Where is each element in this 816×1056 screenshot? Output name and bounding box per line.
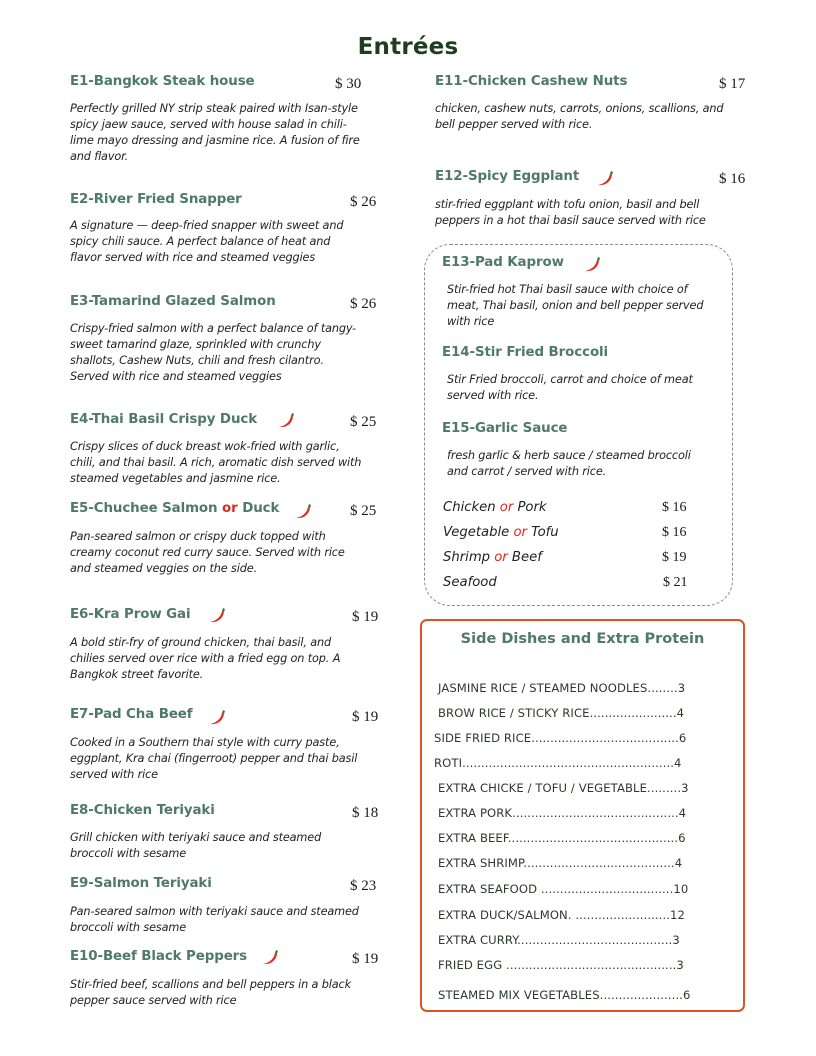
desc-line: Grill chicken with teriyaki sauce and steamed xyxy=(70,831,322,844)
menu-item-e5 xyxy=(70,501,382,581)
menu-item-e11 xyxy=(435,74,747,134)
desc-line: and carrot / served with rice. xyxy=(447,465,607,478)
side-item: ROTI........................................................4 xyxy=(434,756,682,770)
desc-line: broccoli with sesame xyxy=(70,921,187,934)
option-a: Vegetable xyxy=(443,525,514,540)
item-price: $ 19 xyxy=(352,709,379,725)
side-item: EXTRA SEAFOOD ...................................10 xyxy=(438,882,689,896)
desc-line: pepper sauce served with rice xyxy=(70,994,237,1007)
side-item: BROW RICE / STICKY RICE.......................4 xyxy=(438,706,685,720)
menu-item-e3 xyxy=(70,294,382,389)
item-name: E11-Chicken Cashew Nuts xyxy=(435,74,628,89)
item-price: $ 16 xyxy=(719,171,746,187)
item-name: E1-Bangkok Steak house xyxy=(70,74,255,89)
desc-line: chili, and thai basil. A rich, aromatic dish served with xyxy=(70,456,362,469)
item-description xyxy=(447,282,703,330)
item-description xyxy=(435,197,706,229)
item-description xyxy=(70,439,361,487)
side-item: SIDE FRIED RICE.......................................6 xyxy=(434,731,687,745)
desc-line: spicy jaew sauce, served with house salad in chili- xyxy=(70,118,347,131)
item-name: E3-Tamarind Glazed Salmon xyxy=(70,294,276,309)
desc-line: spicy chili sauce. A perfect balance of heat and xyxy=(70,235,331,248)
side-item: JASMINE RICE / STEAMED NOODLES........3 xyxy=(438,681,686,695)
desc-line: A bold stir-fry of ground chicken, thai basil, and xyxy=(70,636,332,649)
menu-item-e10 xyxy=(70,949,382,1009)
option-price: $ 21 xyxy=(663,575,688,590)
desc-line: Stir Fried broccoli, carrot and choice of meat xyxy=(447,373,693,386)
side-item: EXTRA CURRY.........................................3 xyxy=(438,933,680,947)
option-chicken-pork xyxy=(443,500,547,515)
chili-pepper-icon xyxy=(207,606,227,624)
menu-item-e6 xyxy=(70,607,382,687)
side-item: EXTRA SHRIMP........................................4 xyxy=(438,856,683,870)
name-part: E5-Chuchee Salmon xyxy=(70,501,223,516)
item-name: E7-Pad Cha Beef xyxy=(70,707,193,722)
desc-line: flavor served with rice and steamed veggies xyxy=(70,251,316,264)
option-or: or xyxy=(499,500,514,515)
choice-of-meat-box xyxy=(424,244,733,606)
option-shrimp-beef xyxy=(443,550,542,565)
desc-line: served with rice. xyxy=(447,389,539,402)
item-price: $ 17 xyxy=(719,76,746,92)
chili-pepper-icon xyxy=(207,708,227,726)
item-price: $ 30 xyxy=(335,76,362,92)
menu-item-e2 xyxy=(70,192,382,272)
item-name: E2-River Fried Snapper xyxy=(70,192,242,207)
option-a: Shrimp xyxy=(443,550,495,565)
desc-line: Cooked in a Southern thai style with curry paste, xyxy=(70,736,340,749)
side-dishes-box xyxy=(420,619,745,1012)
item-name: E6-Kra Prow Gai xyxy=(70,607,191,622)
desc-line: Bangkok street favorite. xyxy=(70,668,204,681)
option-a: Chicken xyxy=(443,500,500,515)
side-item: EXTRA DUCK/SALMON. .........................12 xyxy=(438,908,685,922)
item-description xyxy=(70,218,343,266)
item-price: $ 26 xyxy=(350,194,377,210)
option-b: Beef xyxy=(507,550,542,565)
chili-pepper-icon xyxy=(582,255,602,273)
desc-line: and flavor. xyxy=(70,150,129,163)
chili-pepper-icon xyxy=(276,411,296,429)
desc-line: eggplant, Kra chai (fingerroot) pepper and thai basil xyxy=(70,752,358,765)
desc-line: Stir-fried hot Thai basil sauce with choice of xyxy=(447,283,688,296)
item-name: E15-Garlic Sauce xyxy=(442,421,568,436)
name-or: or xyxy=(222,501,238,516)
item-description xyxy=(70,977,351,1009)
desc-line: Stir-fried beef, scallions and bell peppers in a black xyxy=(70,978,351,991)
option-or: or xyxy=(513,525,527,540)
menu-item-e12 xyxy=(435,169,747,229)
side-dishes-title: Side Dishes and Extra Protein xyxy=(460,631,705,647)
desc-line: Crispy slices of duck breast wok-fried with garlic, xyxy=(70,440,340,453)
menu-item-e9 xyxy=(70,876,382,936)
desc-line: and steamed veggies on the side. xyxy=(70,562,258,575)
item-price: $ 25 xyxy=(350,414,377,430)
option-vegetable-tofu xyxy=(443,525,559,540)
option-price: $ 16 xyxy=(662,525,687,540)
item-price: $ 26 xyxy=(350,296,377,312)
item-name: E9-Salmon Teriyaki xyxy=(70,876,212,891)
desc-line: shallots, Cashew Nuts, chili and fresh cilantro. xyxy=(70,354,324,367)
desc-line: broccoli with sesame xyxy=(70,847,187,860)
desc-line: stir-fried eggplant with tofu onion, basil and bell xyxy=(435,198,700,211)
item-price: $ 19 xyxy=(352,951,379,967)
menu-item-e14 xyxy=(442,345,722,405)
item-description xyxy=(70,635,340,683)
option-seafood xyxy=(443,575,497,590)
desc-line: A signature — deep-fried snapper with sweet and xyxy=(70,219,344,232)
desc-line: sweet tamarind glaze, sprinkled with crunchy xyxy=(70,338,321,351)
item-description xyxy=(447,448,691,480)
desc-line: Served with rice and steamed veggies xyxy=(70,370,282,383)
desc-line: steamed vegetables and jasmine rice. xyxy=(70,472,281,485)
option-price: $ 16 xyxy=(662,500,687,515)
item-name: E10-Beef Black Peppers xyxy=(70,949,248,964)
name-part: Duck xyxy=(237,501,280,516)
item-price: $ 25 xyxy=(350,503,377,519)
menu-item-e4 xyxy=(70,412,382,492)
item-name: E14-Stir Fried Broccoli xyxy=(442,345,609,360)
desc-line: creamy coconut red curry sauce. Served with rice xyxy=(70,546,345,559)
side-item: STEAMED MIX VEGETABLES......................6 xyxy=(438,988,691,1002)
desc-line: Perfectly grilled NY strip steak paired with Isan-style xyxy=(70,102,358,115)
desc-line: served with rice xyxy=(70,768,158,781)
desc-line: lime mayo dressing and jasmine rice. A fusion of fire xyxy=(70,134,360,147)
desc-line: Pan-seared salmon or crispy duck topped with xyxy=(70,530,326,543)
desc-line: peppers in a hot thai basil sauce served with rice xyxy=(435,214,706,227)
desc-line: with rice xyxy=(447,315,495,328)
item-description xyxy=(70,735,357,783)
item-description xyxy=(70,904,359,936)
item-description xyxy=(435,101,723,133)
item-price: $ 18 xyxy=(352,805,379,821)
item-description xyxy=(70,830,321,862)
menu-item-e8 xyxy=(70,803,382,863)
item-description xyxy=(70,321,356,385)
desc-line: bell pepper served with rice. xyxy=(435,118,593,131)
option-or: or xyxy=(494,550,508,565)
item-description xyxy=(70,529,345,577)
menu-item-e1 xyxy=(70,74,382,169)
desc-line: chilies served over rice with a fried egg on top. A xyxy=(70,652,341,665)
item-name: E12-Spicy Eggplant xyxy=(435,169,580,184)
item-name: E13-Pad Kaprow xyxy=(442,255,564,270)
menu-item-e13 xyxy=(442,255,722,335)
desc-line: fresh garlic & herb sauce / steamed broccoli xyxy=(447,449,691,462)
chili-pepper-icon xyxy=(260,948,280,966)
desc-line: chicken, cashew nuts, carrots, onions, scallions, and xyxy=(435,102,724,115)
item-name: E8-Chicken Teriyaki xyxy=(70,803,215,818)
side-item: EXTRA CHICKE / TOFU / VEGETABLE.........3 xyxy=(438,781,689,795)
side-item: EXTRA BEEF.............................................6 xyxy=(438,831,686,845)
desc-line: Crispy-fried salmon with a perfect balance of tangy- xyxy=(70,322,356,335)
chili-pepper-icon xyxy=(293,502,313,520)
option-b: Pork xyxy=(513,500,547,515)
desc-line: Pan-seared salmon with teriyaki sauce and steamed xyxy=(70,905,359,918)
side-item: FRIED EGG .............................................3 xyxy=(438,958,684,972)
menu-item-e15 xyxy=(442,421,722,481)
option-b: Tofu xyxy=(526,525,559,540)
chili-pepper-icon xyxy=(595,169,615,187)
desc-line: meat, Thai basil, onion and bell pepper served xyxy=(447,299,704,312)
item-price: $ 23 xyxy=(350,878,377,894)
page-title: Entrées xyxy=(357,34,459,60)
item-name: E4-Thai Basil Crispy Duck xyxy=(70,412,258,427)
option-a: Seafood xyxy=(443,575,497,590)
menu-item-e7 xyxy=(70,707,382,787)
item-price: $ 19 xyxy=(352,609,379,625)
side-item: EXTRA PORK............................................4 xyxy=(438,806,687,820)
item-description xyxy=(447,372,693,404)
option-price: $ 19 xyxy=(662,550,687,565)
item-description xyxy=(70,101,360,165)
item-name xyxy=(70,501,279,516)
